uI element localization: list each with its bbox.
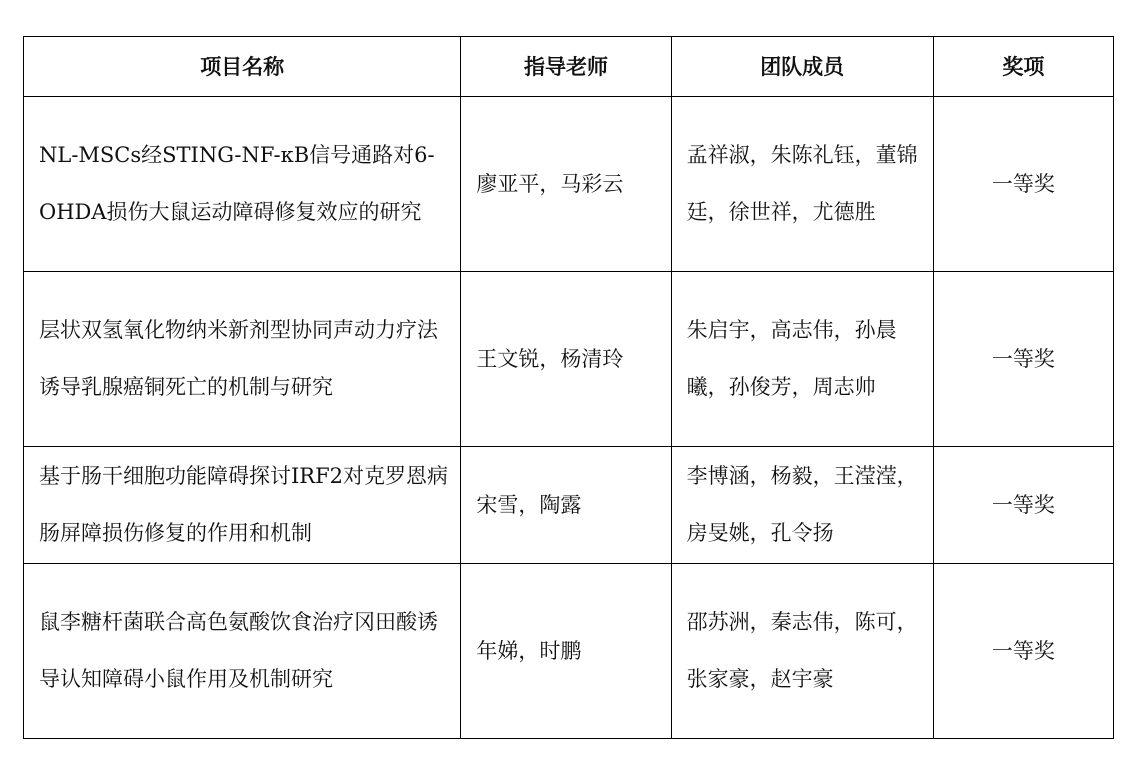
header-advisor: 指导老师	[461, 37, 671, 97]
team-members-cell: 孟祥淑，朱陈礼钰，董锦廷，徐世祥，尤德胜	[671, 97, 933, 272]
advisor-cell: 宋雪，陶露	[461, 447, 671, 564]
advisor-cell: 年娣，时鹏	[461, 564, 671, 739]
project-name-cell: NL-MSCs经STING-NF-κB信号通路对6-OHDA损伤大鼠运动障碍修复效应的研究	[24, 97, 461, 272]
table-header-row	[24, 37, 1114, 97]
awards-table	[23, 36, 1114, 739]
header-project-name: 项目名称	[24, 37, 461, 97]
team-members-cell: 李博涵，杨毅，王滢滢，房旻姚，孔令扬	[671, 447, 933, 564]
award-cell: 一等奖	[933, 97, 1113, 272]
advisor-cell: 王文锐，杨清玲	[461, 272, 671, 447]
table-row	[24, 564, 1114, 739]
project-name-cell: 层状双氢氧化物纳米新剂型协同声动力疗法诱导乳腺癌铜死亡的机制与研究	[24, 272, 461, 447]
table-row	[24, 447, 1114, 564]
team-members-cell: 朱启宇，高志伟，孙晨曦，孙俊芳，周志帅	[671, 272, 933, 447]
project-name-cell: 鼠李糖杆菌联合高色氨酸饮食治疗冈田酸诱导认知障碍小鼠作用及机制研究	[24, 564, 461, 739]
team-members-cell: 邵苏洲，秦志伟，陈可，张家豪，赵宇豪	[671, 564, 933, 739]
award-cell: 一等奖	[933, 564, 1113, 739]
header-team-members: 团队成员	[671, 37, 933, 97]
advisor-cell: 廖亚平，马彩云	[461, 97, 671, 272]
award-cell: 一等奖	[933, 272, 1113, 447]
table-row	[24, 97, 1114, 272]
award-cell: 一等奖	[933, 447, 1113, 564]
project-name-cell: 基于肠干细胞功能障碍探讨IRF2对克罗恩病肠屏障损伤修复的作用和机制	[24, 447, 461, 564]
table-row	[24, 272, 1114, 447]
header-award: 奖项	[933, 37, 1113, 97]
